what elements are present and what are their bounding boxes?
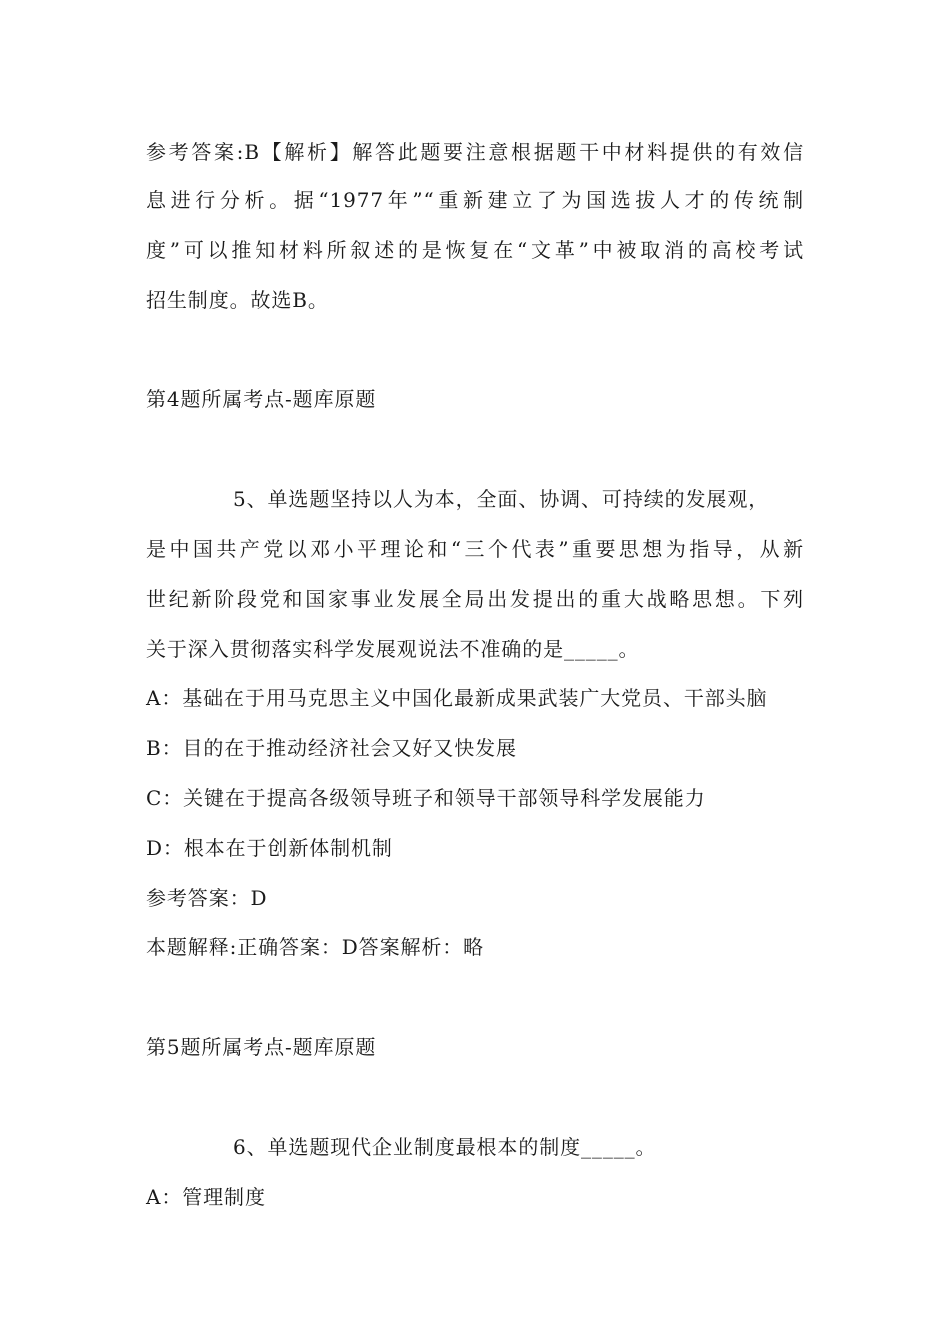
q5-option-a: A：基础在于用马克思主义中国化最新成果武装广大党员、干部头脑 — [146, 686, 768, 710]
q4-answer-line: 招生制度。故选B。 — [146, 288, 329, 312]
q5-source-note: 第5题所属考点-题库原题 — [146, 1035, 377, 1059]
q4-answer-line: 息进行分析。据“1977年”“重新建立了为国选拔人才的传统制 — [146, 188, 804, 212]
q5-stem-line: 关于深入贯彻落实科学发展观说法不准确的是_____。 — [146, 637, 640, 661]
q5-stem-line: 5、单选题坚持以人为本，全面、协调、可持续的发展观， — [233, 487, 770, 511]
q5-explanation: 本题解释:正确答案：D答案解析：略 — [146, 935, 485, 959]
q4-answer-line: 参考答案:B【解析】解答此题要注意根据题干中材料提供的有效信 — [146, 140, 804, 164]
q5-option-d: D：根本在于创新体制机制 — [146, 836, 393, 860]
q6-stem: 6、单选题现代企业制度最根本的制度_____。 — [233, 1135, 657, 1159]
q5-option-c: C：关键在于提高各级领导班子和领导干部领导科学发展能力 — [146, 786, 706, 810]
q5-answer: 参考答案：D — [146, 886, 268, 910]
q5-stem-line: 世纪新阶段党和国家事业发展全局出发提出的重大战略思想。下列 — [146, 587, 804, 611]
q4-source-note: 第4题所属考点-题库原题 — [146, 387, 377, 411]
q5-option-b: B：目的在于推动经济社会又好又快发展 — [146, 736, 517, 760]
q6-option-a: A：管理制度 — [146, 1185, 266, 1209]
q4-answer-line: 度”可以推知材料所叙述的是恢复在“文革”中被取消的高校考试 — [146, 238, 804, 262]
q5-stem-line: 是中国共产党以邓小平理论和“三个代表”重要思想为指导，从新 — [146, 537, 804, 561]
